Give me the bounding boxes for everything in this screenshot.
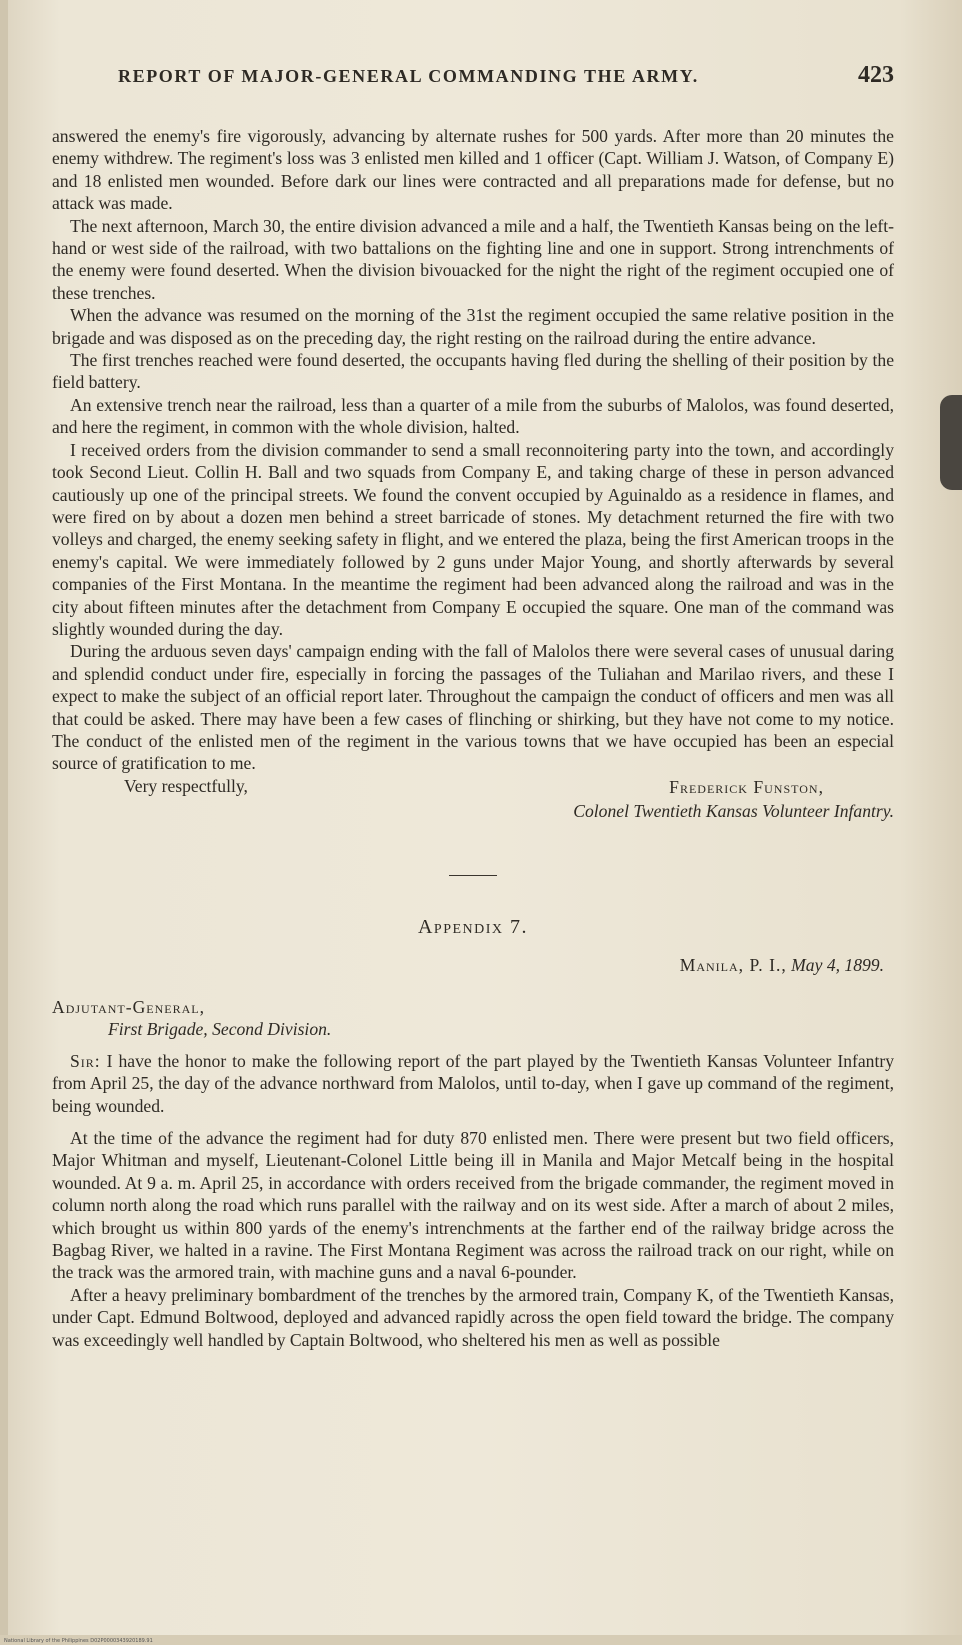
library-footer: National Library of the Philippines D02P0000343920189.91 (4, 1638, 153, 1644)
signature-name: Frederick Funston, (669, 776, 824, 797)
paragraph: The next afternoon, March 30, the entire division advanced a mile and a half, the Twentieth Kansas being on the left-hand or west side of the railroad, with two battalions on the fighting line and one in support. Strong intrenchments of the enemy were found deserted. When the division bivouacked for the night the right of the regiment occupied one of these trenches. (52, 215, 894, 303)
paragraph: After a heavy preliminary bombardment of the trenches by the armored train, Company K, of the Twentieth Kansas, under Capt. Edmund Boltwood, deployed and advanced rapidly across the open field toward the bridge. The company was exceedingly well handled by Captain Boltwood, who sheltered his men as well as possible (52, 1284, 894, 1350)
dateline (52, 955, 894, 976)
page-edge-shadow (940, 395, 962, 490)
paragraph: I received orders from the division commander to send a small reconnoitering party into the town, and accordingly took Second Lieut. Collin H. Ball and two squads from Company E, and taking charge of these in person advanced cautiously up one of the principal streets. We found the convent occupied by Aguinaldo as a residence in flames, and were fired on by about a dozen men behind a street barricade of stones. My detachment returned the fire with two volleys and charged, the enemy seeking safety in flight, and we entered the plaza, being the first American troops in the enemy's capital. We were immediately followed by 2 guns under Major Young, and shortly afterwards by several companies of the First Montana. In the meantime the regiment had been advanced along the railroad and was in the city about fifteen minutes after the detachment from Company E occupied the square. One man of the command was slightly wounded during the day. (52, 439, 894, 639)
signature-block (573, 775, 894, 823)
paragraph: When the advance was resumed on the morning of the 31st the regiment occupied the same relative position in the brigade and was disposed as on the preceding day, the right resting on the railroad during the entire advance. (52, 305, 894, 348)
addressee-unit: First Brigade, Second Division. (108, 1018, 332, 1039)
paragraph-salutation (52, 1050, 894, 1117)
section-divider (449, 875, 497, 876)
addressee-block (52, 996, 894, 1040)
addressee-title: Adjutant-General, (52, 996, 206, 1017)
complimentary-close: Very respectfully, (124, 775, 248, 796)
closing-block (52, 775, 894, 823)
paragraph: During the arduous seven days' campaign ending with the fall of Malolos there were several cases of unusual daring and splendid conduct under fire, especially in forcing the passages of the Tuliahan and Marilao rivers, and these I expect to make the subject of an official report later. Throughout the campaign the conduct of officers and men was all that could be asked. There may have been a few cases of flinching or shirking, but they have not come to my notice. The conduct of the enlisted men of the regiment in the various towns that we have occupied has been an especial source of gratification to me. (52, 641, 894, 774)
signature-title: Colonel Twentieth Kansas Volunteer Infantry. (573, 800, 894, 821)
page-content (52, 62, 894, 1351)
paragraph: An extensive trench near the railroad, less than a quarter of a mile from the suburbs of Malolos, was found deserted, and here the regiment, in common with the whole division, halted. (52, 394, 894, 438)
page-number: 423 (858, 62, 894, 88)
paragraph: At the time of the advance the regiment had for duty 870 enlisted men. There were present but two field officers, Major Whitman and myself, Lieutenant-Colonel Little being ill in Manila and Major Metcalf being in the hospital wounded. At 9 a. m. April 25, in accordance with orders received from the brigade commander, the regiment moved in column north along the road which runs parallel with the railway and on its west side. After a march of about 2 miles, which brought us within 800 yards of the enemy's intrenchments at the farther end of the railway bridge across the Bagbag River, we halted in a ravine. The First Montana Regiment was across the railroad track on our right, while on the track was the armored train, with machine guns and a naval 6-pounder. (52, 1128, 894, 1283)
appendix-heading: Appendix 7. (417, 915, 529, 938)
running-header (118, 62, 894, 89)
salutation: Sir: (70, 1050, 101, 1071)
dateline-place: Manila, P. I., (679, 954, 787, 975)
paragraph: The first trenches reached were found deserted, the occupants having fled during the shelling of their position by the field battery. (52, 350, 894, 393)
page-binding-edge (0, 0, 8, 1645)
paragraph-continued: answered the enemy's fire vigorously, advancing by alternate rushes for 500 yards. After more than 20 minutes the enemy withdrew. The regiment's loss was 3 enlisted men killed and 1 officer (Capt. William J. Watson, of Company E) and 18 enlisted men wounded. Before dark our lines were contracted and all preparations made for defense, but no attack was made. (52, 126, 894, 214)
dateline-date: May 4, 1899. (791, 954, 884, 975)
paragraph-text: I have the honor to make the following report of the part played by the Twentieth Kansas Volunteer Infantry from April 25, the day of the advance northward from Malolos, until to-day, when I gave up command of the regiment, being wounded. (52, 1050, 894, 1116)
running-title: REPORT OF MAJOR-GENERAL COMMANDING THE ARMY. (118, 66, 699, 86)
